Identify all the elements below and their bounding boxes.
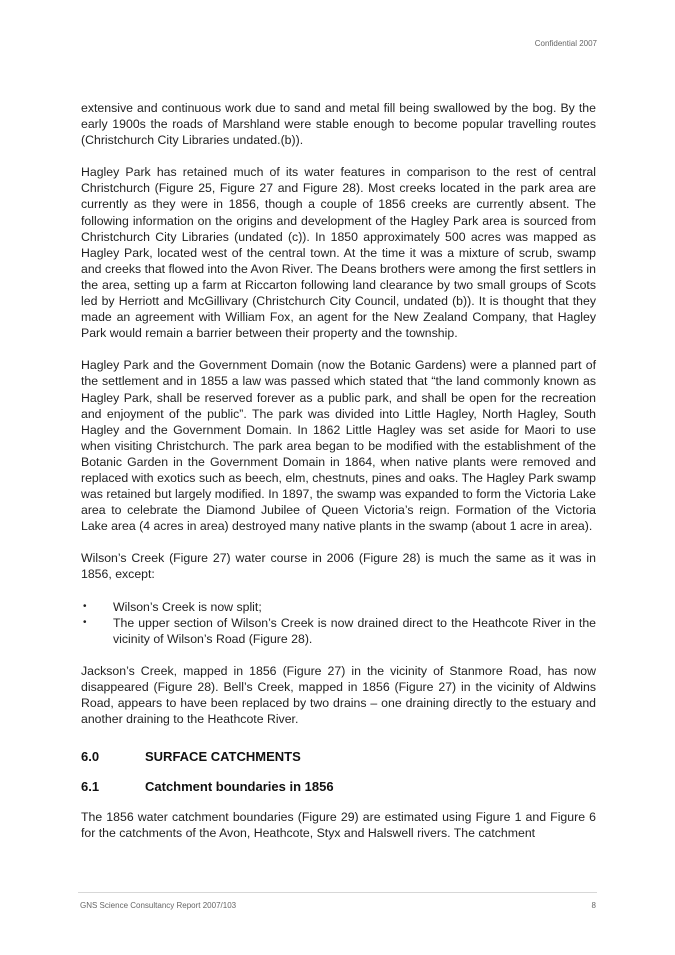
subsection-number: 6.1 — [81, 779, 100, 795]
paragraph-government-domain: Hagley Park and the Government Domain (now the Botanic Gardens) were a planned part of the settlement and in 1855 a law was passed which stated that “the land commonly known as Hagley Park, shall be reserved forever as a public park, and shall be open for the recreation and enjoyment of the public”. The park was divided into Little Hagley, North Hagley, South Hagley and the Government Domain. In 1862 Little Hagley was set aside for Maori to use when visiting Christchurch. The park area began to be modified with the establishment of the Botanic Garden in the Government Domain in 1864, when native plants were removed and replaced with exotics such as beech, elm, chestnuts, pines and oaks. The Hagley Park swamp was retained but largely modified. In 1897, the swamp was expanded to form the Victoria Lake area to celebrate the Diamond Jubilee of Queen Victoria’s reign. Formation of the Victoria Lake area (4 acres in area) destroyed many native plants in the swamp (about 1 acre in area). — [81, 358, 596, 534]
bullet-icon: • — [83, 600, 87, 612]
section-heading — [81, 749, 596, 765]
bullet-list — [81, 599, 596, 647]
paragraph-catchment-boundaries: The 1856 water catchment boundaries (Figure 29) are estimated using Figure 1 and Figure 6 for the catchments of the Avon, Heathcote, Styx and Halswell rivers. The catchment — [81, 810, 596, 841]
section-title: SURFACE CATCHMENTS — [145, 749, 301, 765]
list-item-text: Wilson’s Creek is now split; — [113, 599, 262, 614]
page-number: 8 — [591, 901, 596, 910]
list-item-text: The upper section of Wilson’s Creek is now drained direct to the Heathcote River in the vicinity of Wilson’s Road (Figure 28). — [113, 615, 596, 646]
paragraph-jacksons-bells-creek: Jackson’s Creek, mapped in 1856 (Figure 27) in the vicinity of Stanmore Road, has now disappeared (Figure 28). Bell’s Creek, mapped in 1856 (Figure 27) in the vicinity of Aldwins Road, appears to have been replaced by two drains – one draining directly to the estuary and another draining to the Heathcote River. — [81, 663, 596, 727]
paragraph-wilsons-creek: Wilson’s Creek (Figure 27) water course in 2006 (Figure 28) is much the same as it was in 1856, except: — [81, 551, 596, 582]
list-item — [81, 615, 596, 647]
bullet-icon: • — [83, 616, 87, 628]
section-number: 6.0 — [81, 749, 100, 765]
paragraph-marshland-roads: extensive and continuous work due to sand and metal fill being swallowed by the bog. By the early 1900s the roads of Marshland were stable enough to become popular travelling routes (Christchurch City Libraries undated.(b)). — [81, 101, 596, 148]
body-text — [81, 100, 596, 857]
confidential-header: Confidential 2007 — [534, 39, 597, 48]
paragraph-hagley-park-history: Hagley Park has retained much of its water features in comparison to the rest of central Christchurch (Figure 25, Figure 27 and Figure 28). Most creeks located in the park area are currently as they were in 1856, though a couple of 1856 creeks are currently absent. The following information on the origins and development of the Hagley Park area is sourced from Christchurch City Libraries (undated (c)). In 1850 approximately 500 acres was mapped as Hagley Park, located west of the central town. At the time it was a mixture of scrub, swamp and creeks that flowed into the Avon River. The Deans brothers were among the first settlers in the area, setting up a farm at Riccarton following land clearance by two small groups of Scots led by Herriott and McGillivary (Christchurch City Council, undated (b)). It is thought that they made an agreement with William Fox, an agent for the New Zealand Company, that Hagley Park would remain a barrier between their property and the township. — [81, 165, 596, 341]
subsection-title: Catchment boundaries in 1856 — [145, 779, 334, 795]
footer-report-id: GNS Science Consultancy Report 2007/103 — [80, 901, 237, 910]
footer-divider — [78, 892, 597, 893]
subsection-heading — [81, 779, 596, 795]
list-item — [81, 599, 596, 615]
